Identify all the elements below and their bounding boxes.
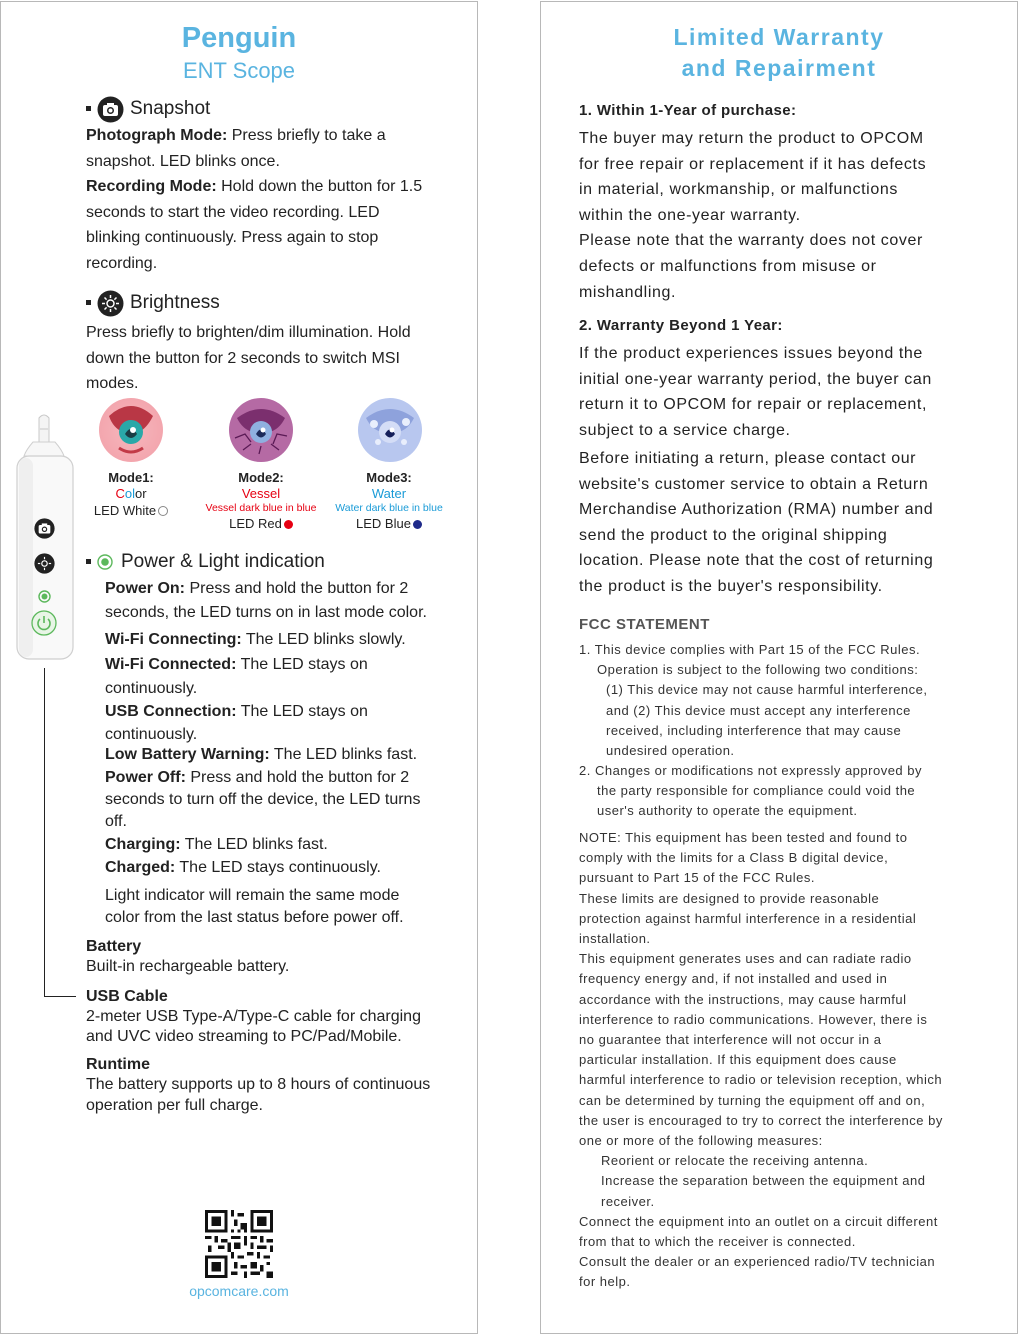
sun-icon [97, 290, 124, 322]
red-dot-icon [284, 520, 293, 529]
mode2-image [229, 398, 293, 467]
led-indicator-icon [38, 590, 51, 608]
brightness-heading: Brightness [130, 292, 220, 313]
bullet [86, 300, 91, 305]
qr-code [205, 1210, 273, 1283]
bullet [86, 559, 91, 564]
snapshot-heading: Snapshot [130, 98, 211, 119]
cable-line [44, 668, 45, 996]
mode2-name: Vessel [241, 486, 281, 501]
mode3-label: Mode3: [366, 470, 412, 485]
usb-cable-line1: 2-meter USB Type-A/Type-C cable for charging [86, 1008, 421, 1025]
product-subtitle: ENT Scope [182, 58, 296, 83]
device-brightness-button [34, 553, 55, 579]
brightness-text: Press briefly to brighten/dim illumination. Hold down the button for 2 seconds to switch MSI modes. [86, 324, 411, 392]
power-icon [31, 610, 57, 641]
product-title: Penguin [181, 22, 297, 54]
section2-text-b: Before initiating a return, please contact our website's customer service to obtain a Return Merchandise Authorization (RMA) number and send the product to the original shipping location. Please note that the cost of returning the product is the buyer's responsibility. [579, 450, 934, 595]
warranty-title-line2: and Repairment [681, 55, 877, 81]
mode1-name: Color [115, 486, 147, 501]
section1-text: The buyer may return the product to OPCOM for free repair or replacement if it has defects in material, workmanship, or malfunctions within the one-year warranty. Please note that the warranty does not cover defects or malfunctions from misuse or mishandling. [579, 130, 927, 301]
mode3-image [358, 398, 422, 467]
cable-line-horizontal [44, 996, 76, 997]
mode1-led: LED White [66, 503, 196, 518]
mode3-led: LED Blue [324, 516, 454, 531]
fcc-item-1: 1. This device complies with Part 15 of the FCC Rules. Operation is subject to the following two conditions: (1) This device may not cause harmful interference, and (2) This device must accept any interference received, including interference that may cause undesired operation. [579, 642, 928, 759]
mode3-name: Water [371, 486, 407, 501]
website-link[interactable]: opcomcare.com [189, 1283, 289, 1299]
warranty-title-line1: Limited Warranty [673, 24, 885, 50]
mode2-led: LED Red [196, 516, 326, 531]
runtime-heading: Runtime [86, 1056, 150, 1073]
usb-cable-line2: and UVC video streaming to PC/Pad/Mobile. [86, 1028, 402, 1045]
mode1-label: Mode1: [108, 470, 154, 485]
mode3-sub: Water dark blue in blue [335, 502, 443, 514]
runtime-line2: operation per full charge. [86, 1097, 263, 1114]
snapshot-text: Photograph Mode: Press briefly to take a snapshot. LED blinks once. Recording Mode: Hold down the button for 1.5 seconds to start the video recording. LED blinking continuously. Press again to stop recording. [86, 127, 423, 272]
blue-dot-icon [413, 520, 422, 529]
section2-text-a: If the product experiences issues beyond the initial one-year warranty period, the buyer can return it to OPCOM for repair or replacement, subject to a service charge. [579, 345, 932, 439]
battery-heading: Battery [86, 938, 142, 955]
section2-heading: 2. Warranty Beyond 1 Year: [579, 317, 783, 334]
led-indicator-icon [97, 554, 113, 575]
device-camera-button [34, 518, 55, 544]
fcc-item-2: 2. Changes or modifications not expressly approved by the party responsible for compliance could void the user's authority to operate the equipment. [579, 763, 923, 819]
white-dot-icon [158, 506, 168, 516]
battery-text: Built-in rechargeable battery. [86, 958, 290, 975]
fcc-note: NOTE: This equipment has been tested and found to comply with the limits for a Class B digital device, pursuant to Part 15 of the FCC Rules. These limits are designed to provide reasonable protection against harmful interference in a residential installation. This equipment generates uses and can radiate radio frequency energy and, if not installed and used in accordance with the instructions, may cause harmful interference to radio communications. However, there is no guarantee that interference will not occur in a particular installation. If this equipment does cause harmful interference to radio or television reception, which can be determined by turning the equipment off and on, the user is encouraged to try to correct the interference by one or more of the following measures: Reorient or relocate the receiving antenna. Increase the separation between the equipment and receiver. Connect the equipment into an outlet on a circuit different from that to which the receiver is connected. Consult the dealer or an experienced radio/TV technician for help. [579, 830, 943, 1290]
mode1-image [99, 398, 163, 467]
fcc-heading: FCC STATEMENT [579, 616, 710, 633]
mode2-sub: Vessel dark blue in blue [205, 502, 317, 514]
usb-cable-heading: USB Cable [86, 988, 168, 1005]
section1-heading: 1. Within 1-Year of purchase: [579, 102, 797, 119]
mode2-label: Mode2: [238, 470, 284, 485]
bullet [86, 106, 91, 111]
power-heading: Power & Light indication [121, 551, 325, 572]
runtime-line1: The battery supports up to 8 hours of continuous [86, 1076, 431, 1093]
